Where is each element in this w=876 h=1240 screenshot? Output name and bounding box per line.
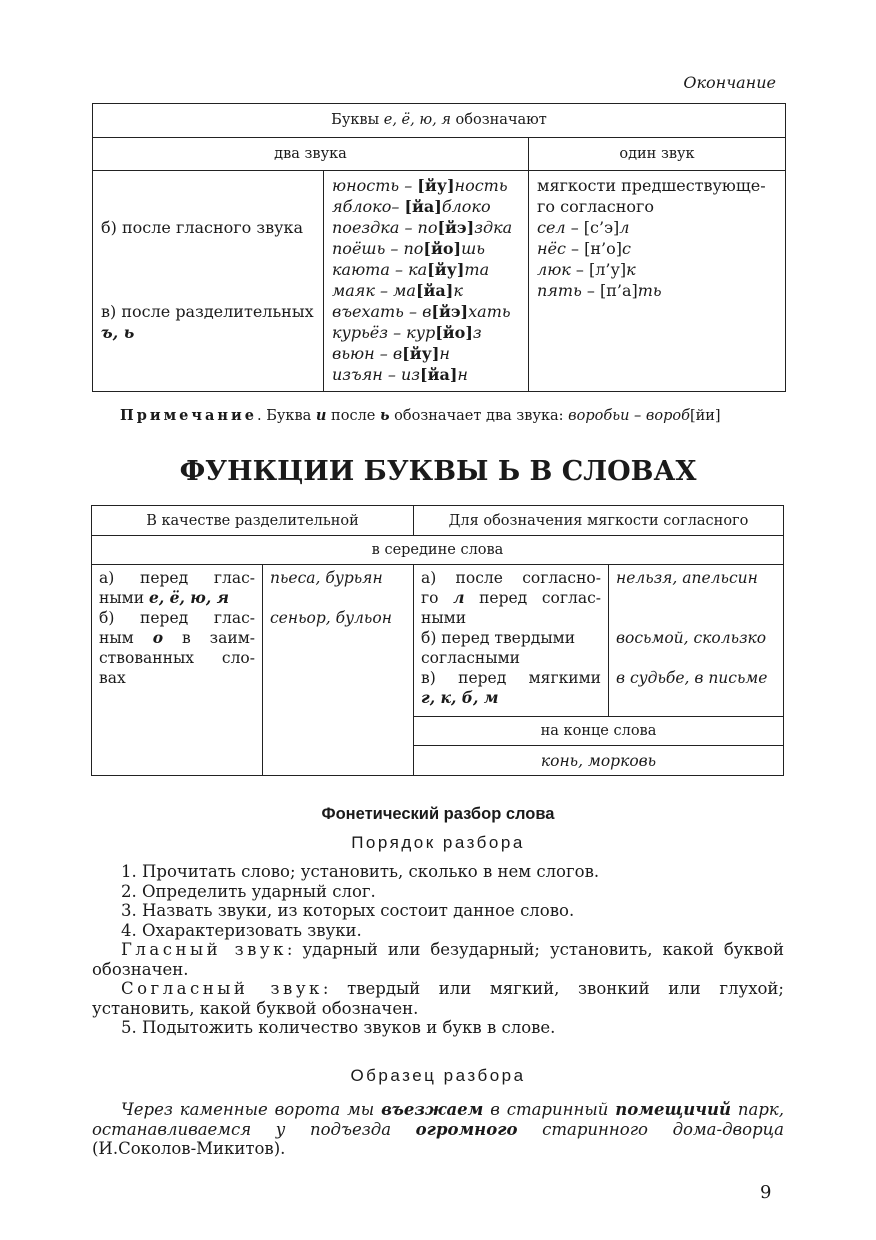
separating-examples: пьеса, бурьян сеньор, бульон [263,565,414,776]
page-number: 9 [760,1182,772,1203]
step: 4. Охарактеризовать звуки. [121,920,362,940]
softness-examples: нельзя, апельсин восьмой, скользко в судьбе, в письме [609,565,784,717]
example: люк – [л’у]к [537,260,636,279]
consonant-rule: Согласный звук: твердый или мягкий, звонкий или глухой; установить, какой буквой обозначен. [92,979,784,1018]
letters-table [92,103,786,392]
separating-rules: а) перед глас- ными е, ё, ю, я б) перед глас- ным о в заим- ствованных сло- вах [92,565,263,776]
example: сел – [с’э]л [537,218,630,237]
example: вьюн – в[йу]н [332,344,450,363]
step: 1. Прочитать слово; установить, сколько в нем слогов. [121,862,600,881]
position-cell: б) после гласного звука в) после разделительных ъ, ь [93,171,324,392]
phonetic-title: Фонетический разбор слова [321,805,555,823]
col-one-sound: один звук [529,138,786,171]
example: юность – [йу]ность [332,176,508,195]
middle-of-word: в середине слова [92,536,784,565]
table-title: Буквы е, ё, ю, я обозначают [93,104,786,138]
vowel-rule: Гласный звук: ударный или безударный; установить, какой буквой обозначен. [92,940,785,979]
sample-sentence: Через каменные ворота мы въезжаем в старинный помещичий парк, останавливаемся у подъезда огромного старинного дома-дворца (И.Соколов-Микитов). [92,1100,784,1158]
end-of-word-examples: конь, морковь [414,746,784,776]
sample-subtitle: Образец разбора [350,1066,526,1085]
step: 5. Подытожить количество звуков и букв в слове. [121,1018,556,1037]
one-sound-examples: мягкости предшествующе- го согласного сел – [с’э]л нёс – [н’о]с люк – [л’у]к пять – [п’а]ть [529,171,786,392]
order-subtitle: Порядок разбора [351,833,525,852]
example: въехать – в[йэ]хать [332,302,511,321]
example: маяк – ма[йа]к [332,281,463,300]
example: каюта – ка[йу]та [332,260,490,279]
end-of-word: на конце слова [414,717,784,746]
example: яблоко– [йа]блоко [332,197,491,216]
step: 3. Назвать звуки, из которых состоит данное слово. [121,901,575,920]
col-two-sounds: два звука [93,138,529,171]
header-softness: Для обозначения мягкости согласного [414,506,784,536]
example: поездка – по[йэ]здка [332,218,513,237]
example: пять – [п’а]ть [537,281,662,300]
note: Примечание. Буква и после ь обозначает два звука: воробьи – вороб[йи] [120,407,721,424]
example: нёс – [н’о]с [537,239,631,258]
example: изъян – из[йа]н [332,365,468,384]
soft-sign-table [91,505,784,776]
after-vowel: б) после гласного звука [101,218,304,237]
two-sounds-examples [324,171,529,392]
after-separator: в) после разделительных [101,302,314,321]
header-separating: В качестве разделительной [92,506,414,536]
analysis-steps [92,862,784,1038]
softness-rules: а) после согласно- го л перед соглас- ными б) перед твердыми согласными в) перед мягкими г, к, б, м [414,565,609,717]
example: поёшь – по[йо]шь [332,239,485,258]
functions-title: ФУНКЦИИ БУКВЫ Ь В СЛОВАХ [179,456,697,487]
step: 2. Определить ударный слог. [121,881,376,901]
ending-label: Окончание [683,73,776,92]
example: курьёз – кур[йо]з [332,323,482,342]
